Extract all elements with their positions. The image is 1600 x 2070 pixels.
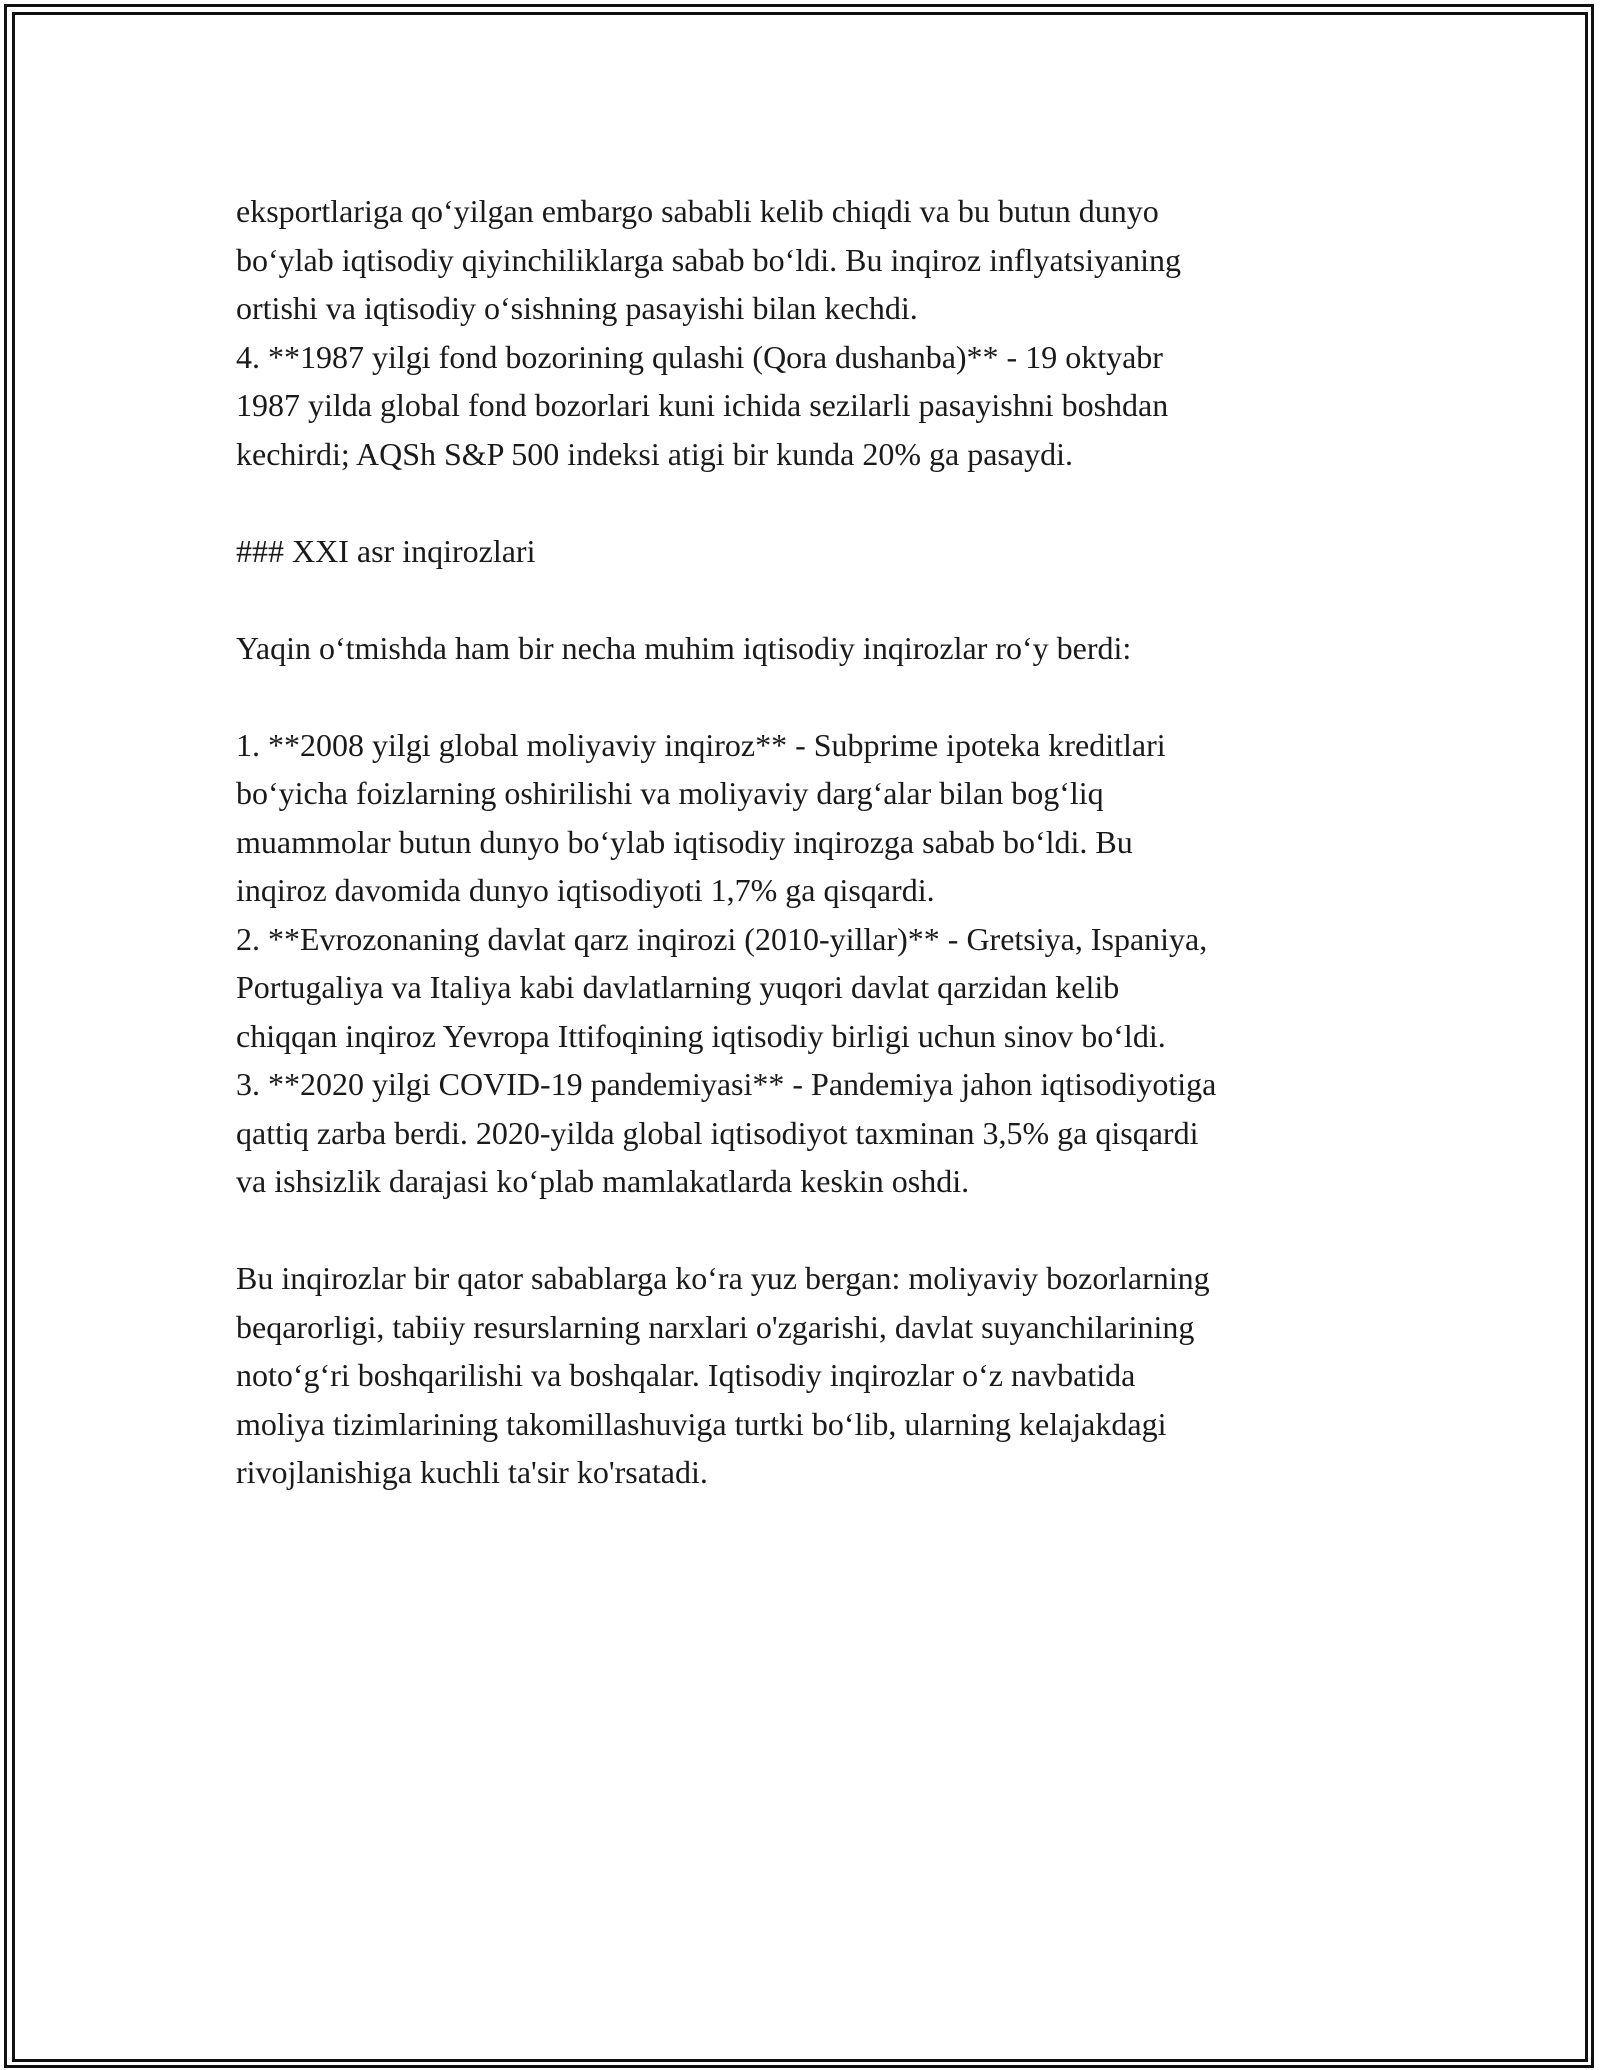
- text-line: muammolar butun dunyo bo‘ylab iqtisodiy inqirozga sabab bo‘ldi. Bu: [236, 823, 1133, 860]
- text-line: 1. **2008 yilgi global moliyaviy inqiroz** - Subprime ipoteka kreditlari: [236, 726, 1166, 763]
- paragraph-gap: [236, 672, 1376, 721]
- text-line: beqarorligi, tabiiy resurslarning narxlari o'zgarishi, davlat suyanchilarining: [236, 1308, 1195, 1345]
- text-line: 3. **2020 yilgi COVID-19 pandemiyasi** - Pandemiya jahon iqtisodiyotiga: [236, 1066, 1217, 1102]
- text-line: ortishi va iqtisodiy o‘sishning pasayishi bilan kechdi.: [236, 290, 918, 326]
- paragraph-gap: [236, 1206, 1376, 1255]
- text-line: va ishsizlik darajasi ko‘plab mamlakatlarda keskin oshdi.: [236, 1163, 970, 1199]
- text-line: Portugaliya va Italiya kabi davlatlarning yuqori davlat qarzidan kelib: [236, 969, 1120, 1005]
- document-body: [236, 187, 1376, 1497]
- text-line: bo‘ylab iqtisodiy qiyinchiliklarga sabab bo‘ldi. Bu inqiroz inflyatsiyaning: [236, 241, 1182, 278]
- text-line: kechirdi; AQSh S&P 500 indeksi atigi bir kunda 20% ga pasaydi.: [236, 435, 1073, 472]
- text-line: noto‘g‘ri boshqarilishi va boshqalar. Iqtisodiy inqirozlar o‘z navbatida: [236, 1357, 1136, 1393]
- text-line: 1987 yilda global fond bozorlari kuni ichida sezilarli pasayishni boshdan: [236, 387, 1169, 423]
- text-line: eksportlariga qo‘yilgan embargo sababli kelib chiqdi va bu butun dunyo: [236, 193, 1159, 229]
- paragraph-21st-century-crises: [236, 721, 1376, 1206]
- intro-paragraph: Yaqin o‘tmishda ham bir necha muhim iqtisodiy inqirozlar ro‘y berdi:: [236, 629, 1132, 666]
- section-heading: ### XXI asr inqirozlari: [236, 532, 536, 569]
- paragraph-historic-crises: [236, 187, 1376, 478]
- paragraph-gap: [236, 478, 1376, 527]
- text-line: Bu inqirozlar bir qator sabablarga ko‘ra yuz bergan: moliyaviy bozorlarning: [236, 1260, 1210, 1296]
- paragraph-gap: [236, 575, 1376, 624]
- text-line: qattiq zarba berdi. 2020-yilda global iqtisodiyot taxminan 3,5% ga qisqardi: [236, 1114, 1199, 1151]
- text-line: chiqqan inqiroz Yevropa Ittifoqining iqtisodiy birligi uchun sinov bo‘ldi.: [236, 1017, 1166, 1054]
- text-line: rivojlanishiga kuchli ta'sir ko'rsatadi.: [236, 1454, 708, 1490]
- text-line: inqiroz davomida dunyo iqtisodiyoti 1,7% ga qisqardi.: [236, 872, 935, 908]
- text-line: 4. **1987 yilgi fond bozorining qulashi (Qora dushanba)** - 19 oktyabr: [236, 338, 1163, 375]
- text-line: moliya tizimlarining takomillashuviga turtki bo‘lib, ularning kelajakdagi: [236, 1405, 1167, 1442]
- text-line: bo‘yicha foizlarning oshirilishi va moliyaviy darg‘alar bilan bog‘liq: [236, 775, 1104, 811]
- text-line: 2. **Evrozonaning davlat qarz inqirozi (2010-yillar)** - Gretsiya, Ispaniya,: [236, 920, 1208, 957]
- paragraph-conclusion: [236, 1254, 1376, 1497]
